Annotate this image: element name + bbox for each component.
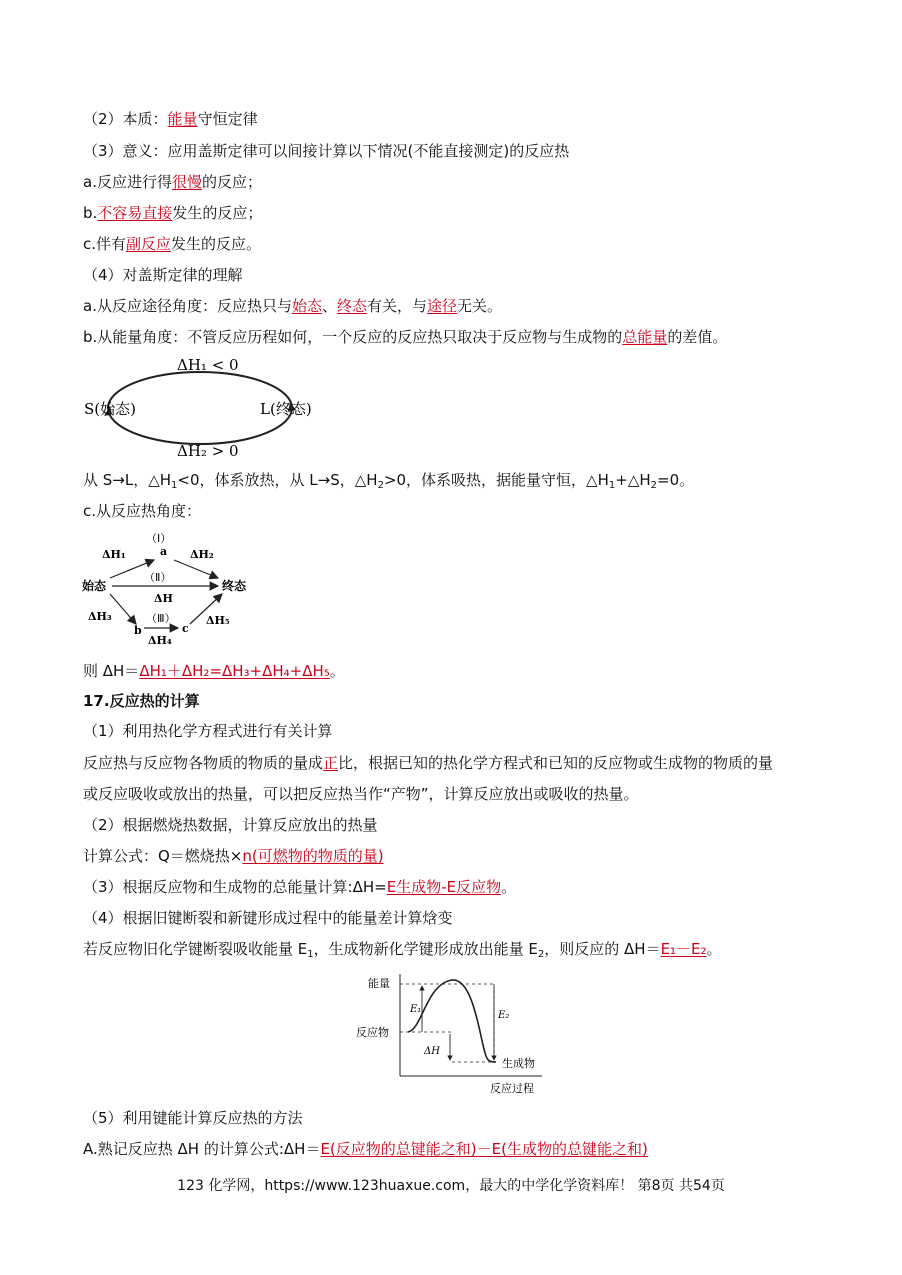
line-a-slow: a.反应进行得很慢的反应； <box>83 173 262 191</box>
energy-product: 生成物 <box>502 1057 535 1070</box>
energy-reactant: 反应物 <box>356 1026 389 1039</box>
path-dh2: ΔH₂ <box>190 548 214 561</box>
path-r3: （Ⅲ） <box>146 612 176 625</box>
energy-e1: E₁ <box>410 1004 422 1015</box>
line-thermo-eq: （1）利用热化学方程式进行有关计算 <box>83 722 333 740</box>
line-meaning: （3）意义：应用盖斯定律可以间接计算以下情况(不能直接测定)的反应热 <box>83 142 570 160</box>
line-energy-angle: b.从能量角度：不管反应历程如何，一个反应的反应热只取决于反应物与生成物的总能量的差值。 <box>83 328 728 346</box>
line-b-indirect: b.不容易直接发生的反应； <box>83 204 263 222</box>
path-dh: ΔH <box>154 592 173 605</box>
cycle-bottom-label: ΔH₂ > 0 <box>177 442 239 460</box>
energy-e2: E₂ <box>498 1010 510 1021</box>
line-understanding: （4）对盖斯定律的理解 <box>83 266 243 284</box>
heading-17: 17.反应热的计算 <box>83 692 200 710</box>
cycle-left-label: S(始态) <box>84 400 136 418</box>
cycle-right-label: L(终态) <box>260 400 312 418</box>
line-path-angle: a.从反应途径角度：反应热只与始态、终态有关，与途径无关。 <box>83 297 503 315</box>
path-r1: （Ⅰ） <box>146 532 172 545</box>
energy-ylabel: 能量 <box>368 977 390 990</box>
energy-dh: ΔH <box>424 1046 440 1057</box>
line-proportional: 反应热与反应物各物质的物质的量成正比，根据已知的热化学方程式和已知的反应物或生成物的物质的量 <box>83 754 774 772</box>
path-start: 始态 <box>82 579 107 593</box>
energy-xlabel: 反应过程 <box>490 1082 534 1095</box>
line-energy-conservation: 从 S→L，$\triangle H_1<0$，体系放热，从 L→S，$\triangle H_2>0$，体系吸热，据能量守恒，$\triangle H_1+\triangle H_2=0$。 <box>83 471 695 491</box>
path-diagram <box>82 528 262 650</box>
page-footer: 123 化学网，https://www.123huaxue.com，最大的中学化学资料库！ 第8页 共54页 <box>177 1178 725 1194</box>
line-essence: （2）本质：能量守恒定律 <box>83 110 258 128</box>
line-formula-q: 计算公式：Q＝燃烧热×n(可燃物的物质的量) <box>83 847 384 865</box>
path-r2: （Ⅱ） <box>144 571 172 584</box>
line-combustion: （2）根据燃烧热数据，计算反应放出的热量 <box>83 816 378 834</box>
path-dh5: ΔH₅ <box>206 614 230 627</box>
line-c-side: c.伴有副反应发生的反应。 <box>83 235 262 253</box>
energy-profile-diagram <box>356 970 546 1098</box>
path-end: 终态 <box>222 579 247 593</box>
line-total-dh: 则 ΔH＝ΔH₁＋ΔH₂=ΔH₃+ΔH₄+ΔH₅。 <box>83 662 345 680</box>
path-dh1: ΔH₁ <box>102 548 126 561</box>
path-c: c <box>182 622 189 635</box>
line-product: 或反应吸收或放出的热量，可以把反应热当作“产物”，计算反应放出或吸收的热量。 <box>83 785 639 803</box>
path-a: a <box>160 545 168 558</box>
cycle-diagram <box>82 356 322 460</box>
line-e1-e2: 若反应物旧化学键断裂吸收能量 $E_1$，生成物新化学键形成放出能量 $E_2$，则反应的 ΔH＝E₁－E₂。 <box>83 940 722 960</box>
line-total-energy: （3）根据反应物和生成物的总能量计算:ΔH=E生成物-E反应物。 <box>83 878 517 896</box>
path-b: b <box>134 624 142 637</box>
line-bond-energy: （4）根据旧键断裂和新键形成过程中的能量差计算焓变 <box>83 909 453 927</box>
line-heat-angle: c.从反应热角度： <box>83 502 202 520</box>
line-bond-formula: A.熟记反应热 ΔH 的计算公式:ΔH＝E(反应物的总键能之和)－E(生成物的总键能之和) <box>83 1140 648 1158</box>
path-dh3: ΔH₃ <box>88 610 112 623</box>
path-dh4: ΔH₄ <box>148 634 172 647</box>
cycle-top-label: ΔH₁ < 0 <box>177 356 239 374</box>
line-bond-method: （5）利用键能计算反应热的方法 <box>83 1109 303 1127</box>
